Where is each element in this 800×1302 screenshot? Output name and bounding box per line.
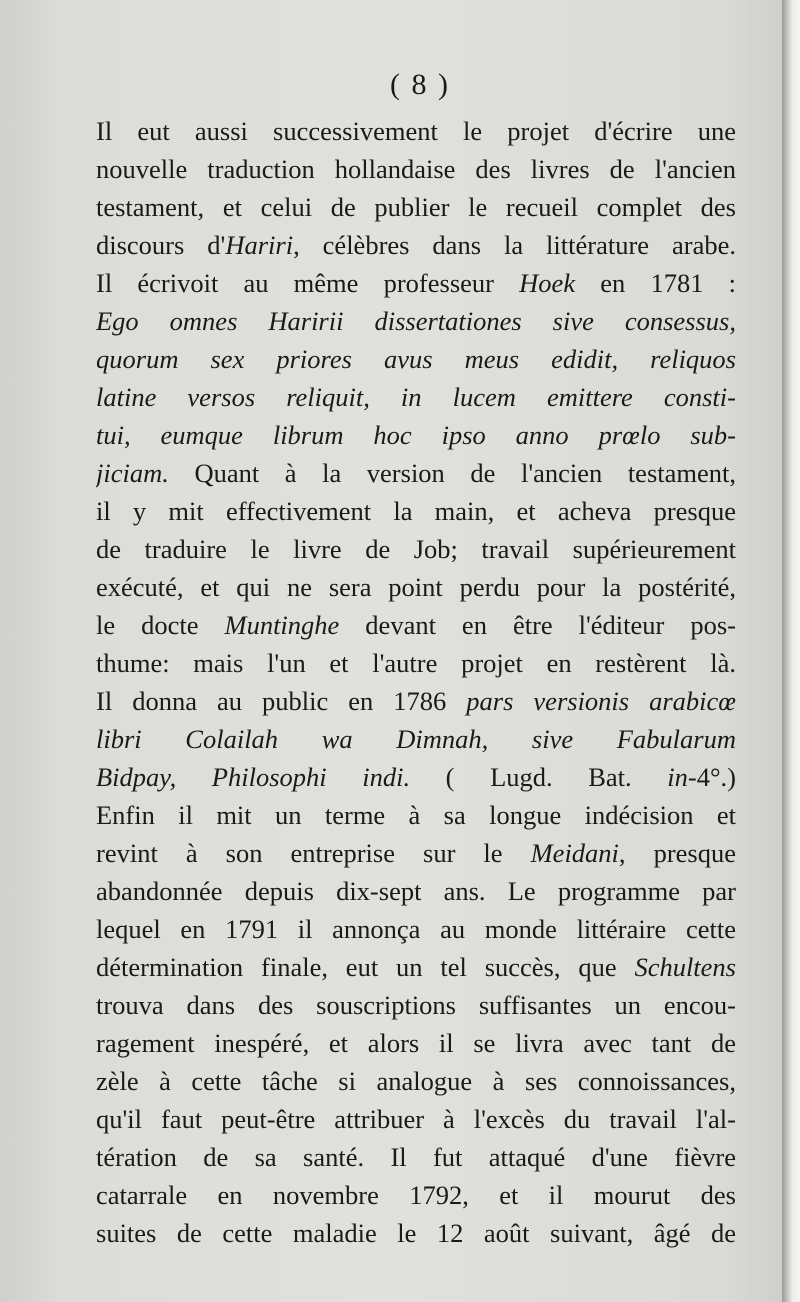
text-segment: , presque <box>618 838 736 868</box>
text-segment: lequel en 1791 il annonça au monde littéraire cette <box>96 914 736 944</box>
italic-text: Schultens <box>634 952 736 982</box>
italic-text: Hariri <box>225 230 294 260</box>
text-line <box>96 948 736 986</box>
text-segment: trouva dans des souscriptions suffisantes un encou- <box>96 990 736 1020</box>
italic-text: Bidpay, Philosophi indi. <box>96 762 411 792</box>
text-line <box>96 378 736 416</box>
text-line <box>96 1214 736 1252</box>
text-segment: exécuté, et qui ne sera point perdu pour la postérité, <box>96 572 736 602</box>
body-text <box>96 112 736 1252</box>
text-segment: Enfin il mit un terme à sa longue indécision et <box>96 800 736 830</box>
text-segment: en 1781 : <box>575 268 736 298</box>
text-line <box>96 454 736 492</box>
italic-text: libri Colailah wa Dimnah, sive Fabularum <box>96 724 736 754</box>
text-segment: testament, et celui de publier le recueil complet des <box>96 192 736 222</box>
text-line <box>96 264 736 302</box>
page-number: ( 8 ) <box>390 68 450 101</box>
text-line <box>96 910 736 948</box>
text-segment: ragement inespéré, et alors il se livra avec tant de <box>96 1028 736 1058</box>
text-segment: discours d' <box>96 230 226 260</box>
text-line <box>96 606 736 644</box>
text-segment: suites de cette maladie le 12 août suivant, âgé de <box>96 1218 736 1248</box>
text-segment: de traduire le livre de Job; travail supérieurement <box>96 534 736 564</box>
text-segment: revint à son entreprise sur le <box>96 838 531 868</box>
text-segment: Il écrivoit au même professeur <box>96 268 520 298</box>
italic-text: tui, eumque librum hoc ipso anno prœlo sub- <box>96 420 736 450</box>
text-segment: détermination finale, eut un tel succès, que <box>96 952 635 982</box>
text-line <box>96 112 736 150</box>
text-line <box>96 796 736 834</box>
text-line <box>96 530 736 568</box>
italic-text: Muntinghe <box>224 610 340 640</box>
italic-text: Ego omnes Haririi dissertationes sive consessus, <box>96 306 736 336</box>
text-line <box>96 872 736 910</box>
text-line <box>96 492 736 530</box>
text-line <box>96 644 736 682</box>
text-line <box>96 150 736 188</box>
text-line <box>96 416 736 454</box>
text-segment: Il eut aussi successivement le projet d'écrire une <box>96 116 736 146</box>
text-segment: nouvelle traduction hollandaise des livres de l'ancien <box>96 154 736 184</box>
text-segment: abandonnée depuis dix-sept ans. Le programme par <box>96 876 736 906</box>
text-line <box>96 226 736 264</box>
text-segment: Il donna au public en 1786 <box>96 686 467 716</box>
text-line <box>96 188 736 226</box>
italic-text: Meidani <box>530 838 619 868</box>
italic-text: Hoek <box>519 268 576 298</box>
text-segment: zèle à cette tâche si analogue à ses connoissances, <box>96 1066 736 1096</box>
text-segment: -4°.) <box>687 762 736 792</box>
text-segment: il y mit effectivement la main, et acheva presque <box>96 496 736 526</box>
italic-text: quorum sex priores avus meus edidit, reliquos <box>96 344 736 374</box>
italic-text: in <box>667 762 688 792</box>
text-segment: ( Lugd. Bat. <box>410 762 668 792</box>
text-line <box>96 1176 736 1214</box>
italic-text: jiciam. <box>96 458 169 488</box>
text-line <box>96 1100 736 1138</box>
text-segment: le docte <box>96 610 225 640</box>
text-segment: devant en être l'éditeur pos- <box>339 610 736 640</box>
text-line <box>96 1024 736 1062</box>
text-segment: catarrale en novembre 1792, et il mourut des <box>96 1180 736 1210</box>
text-segment: qu'il faut peut-être attribuer à l'excès du travail l'al- <box>96 1104 736 1134</box>
text-segment: tération de sa santé. Il fut attaqué d'une fièvre <box>96 1142 736 1172</box>
text-segment: thume: mais l'un et l'autre projet en restèrent là. <box>96 648 736 678</box>
text-line <box>96 986 736 1024</box>
text-segment: , célèbres dans la littérature arabe. <box>293 230 736 260</box>
text-line <box>96 1062 736 1100</box>
text-line <box>96 340 736 378</box>
page-edge <box>782 0 800 1302</box>
italic-text: pars versionis arabicœ <box>466 686 736 716</box>
italic-text: latine versos reliquit, in lucem emittere consti- <box>96 382 736 412</box>
text-segment: Quant à la version de l'ancien testament, <box>168 458 736 488</box>
text-line <box>96 682 736 720</box>
text-line <box>96 720 736 758</box>
text-line <box>96 302 736 340</box>
text-line <box>96 1138 736 1176</box>
text-line <box>96 568 736 606</box>
text-line <box>96 834 736 872</box>
text-line <box>96 758 736 796</box>
